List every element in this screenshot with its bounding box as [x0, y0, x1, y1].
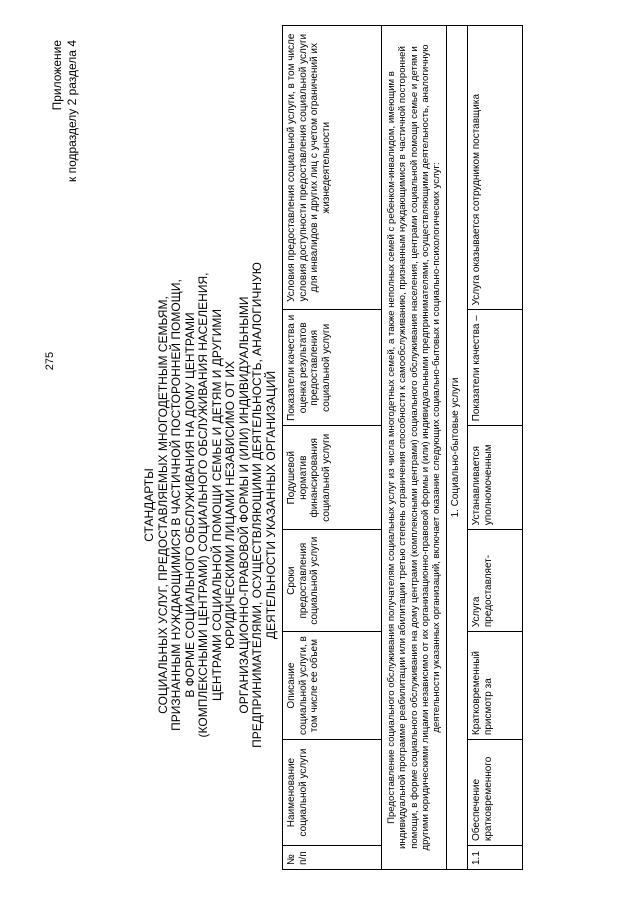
row-number: 1.1 — [468, 846, 523, 870]
title-line: ДЕЯТЕЛЬНОСТИ УКАЗАННЫХ ОРГАНИЗАЦИЙ — [263, 370, 278, 640]
page-number: 275 — [44, 351, 56, 371]
appendix-line: к подразделу 2 раздела 4 — [65, 40, 79, 182]
intro-row — [382, 26, 447, 870]
title-line: ПРИЗНАННЫМ НУЖДАЮЩИМИСЯ В ЧАСТИЧНОЙ ПОСТОРОННЕЙ ПОМОЩИ, — [169, 279, 183, 731]
standards-table — [282, 25, 523, 870]
section-row — [447, 26, 468, 870]
section-title: 1. Социально-бытовые услуги — [447, 26, 468, 870]
document-title — [143, 225, 278, 785]
row-term: Услуга предоставляет- — [468, 530, 523, 632]
row-description: Кратковременный присмотр за — [468, 632, 523, 740]
row-name: Обеспечение кратковременного — [468, 740, 523, 846]
title-line: В ФОРМЕ СОЦИАЛЬНОГО ОБСЛУЖИВАНИЯ НА ДОМУ ЦЕНТРАМИ — [182, 312, 197, 698]
row-norm: Устанавливается уполномоченным — [468, 426, 523, 530]
header-cell-description: Описание социальной услуги, в том числе ее объем — [283, 632, 382, 740]
title-line: ОРГАНИЗАЦИОННО-ПРАВОВОЙ ФОРМЫ И (ИЛИ) ИНДИВИДУАЛЬНЫМИ — [236, 296, 251, 714]
table-header-row — [283, 26, 382, 870]
appendix-note — [50, 40, 80, 182]
appendix-line: Приложение — [50, 40, 64, 111]
header-cell-term: Сроки предоставления социальной услуги — [283, 530, 382, 632]
row-quality: Показатели качества – — [468, 310, 523, 426]
header-cell-conditions: Условия предоставления социальной услуги, в том числе условия доступности предоставления социальной услуги для инвалидов и других лиц с учетом ограничений их жизнедеятельности — [283, 26, 382, 310]
header-cell-quality: Показатели качества и оценка результатов предоставления социальной услуги — [283, 310, 382, 426]
title-line: (КОМПЛЕКСНЫМИ ЦЕНТРАМИ) СОЦИАЛЬНОГО ОБСЛУЖИВАНИЯ НАСЕЛЕНИЯ, — [196, 272, 210, 738]
title-line: ПРЕДПРИНИМАТЕЛЯМИ, ОСУЩЕСТВЛЯЮЩИМИ ДЕЯТЕЛЬНОСТЬ, АНАЛОГИЧНУЮ — [250, 262, 264, 748]
title-line: ЮРИДИЧЕСКИМИ ЛИЦАМИ НЕЗАВИСИМО ОТ ИХ — [223, 361, 237, 649]
intro-text: Предоставление социального обслуживания получателям социальных услуг из числа многодетных семей, а также неполных семей с ребенком-инвалидом, имеющим в индивидуальной программе реабилитации или абилитации третью степень ограничения способности к самообслуживанию, признанным нуждающимися в частичной посторонней помощи, в форме социального обслуживания на дому центрами (комплексными центрами) социального обслуживания населения, центрами социальной помощи семье и детям и другими юридическими лицами независимо от их организационно-правовой формы и (или) индивидуальными предпринимателями, осуществляющими деятельность, аналогичную деятельности указанных организаций, включает оказание следующих социально-бытовых и социально-психологических услуг: — [382, 26, 447, 870]
title-line: СОЦИАЛЬНЫХ УСЛУГ, ПРЕДОСТАВЛЯЕМЫХ МНОГОДЕТНЫМ СЕМЬЯМ, — [155, 296, 170, 714]
row-conditions: Услуга оказывается сотрудником поставщика — [468, 26, 523, 310]
title-line: СТАНДАРТЫ — [142, 468, 156, 542]
title-line: ЦЕНТРАМИ СОЦИАЛЬНОЙ ПОМОЩИ СЕМЬЕ И ДЕТЯМ И ДРУГИМИ — [209, 309, 224, 701]
header-cell-number: № п/п — [283, 846, 382, 870]
header-cell-norm: Подушевой норматив финансирования социальной услуги — [283, 426, 382, 530]
table-row — [468, 26, 523, 870]
header-cell-name: Наименование социальной услуги — [283, 740, 382, 846]
